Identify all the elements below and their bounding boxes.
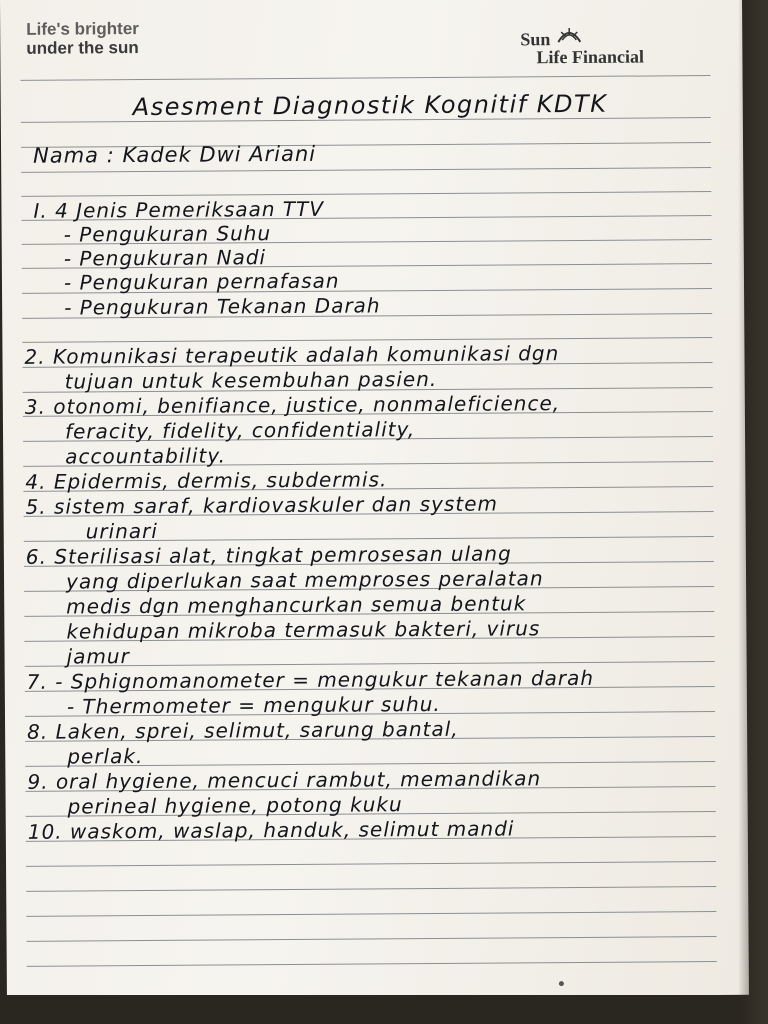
- ruled-line: [21, 191, 711, 197]
- answer-line: 5. sistem saraf, kardiovaskuler dan system: [25, 491, 499, 519]
- answer-line: yang diperlukan saat memproses peralatan: [65, 566, 544, 594]
- ruled-line: [26, 911, 716, 917]
- desk-background: [0, 995, 768, 1024]
- answer-line: - Pengukuran Suhu: [63, 221, 272, 247]
- answer-line: 3. otonomi, benifiance, justice, nonmaleficience,: [24, 391, 561, 419]
- ruled-line: [26, 861, 716, 867]
- ruled-line: [27, 936, 717, 942]
- answer-line: 9. oral hygiene, mencuci rambut, memandikan: [27, 766, 542, 794]
- answer-line: urinari: [85, 518, 158, 544]
- answer-line: - Pengukuran pernafasan: [63, 268, 340, 295]
- answer-line: kehidupan mikroba termasuk bakteri, virus: [66, 616, 541, 644]
- ruled-line: [27, 961, 717, 967]
- answer-line: 2. Komunikasi terapeutik adalah komunikasi dgn: [24, 341, 560, 369]
- answer-line: perineal hygiene, potong kuku: [67, 792, 403, 819]
- answer-line: jamur: [66, 644, 130, 669]
- brand-company: [520, 30, 644, 67]
- answer-line: 6. Sterilisasi alat, tingkat pemrosesan ulang: [25, 541, 512, 569]
- answer-line: 4. Epidermis, dermis, subdermis.: [25, 467, 388, 494]
- answer-line: tujuan untuk kesembuhan pasien.: [64, 366, 438, 394]
- answer-line: 10. waskom, waslap, handuk, selimut mandi: [27, 816, 515, 844]
- ruled-line: [21, 75, 711, 81]
- company-line2: Life Financial: [536, 46, 644, 68]
- ruled-line: [21, 167, 711, 173]
- answer-line: I. 4 Jenis Pemeriksaan TTV: [33, 196, 325, 223]
- ruled-line: [26, 886, 716, 892]
- answer-line: - Pengukuran Tekanan Darah: [64, 293, 381, 320]
- answer-line: - Pengukuran Nadi: [63, 245, 267, 271]
- tagline-top: Life's brighter: [26, 19, 139, 39]
- tagline-bottom: under the sun: [26, 38, 139, 58]
- answer-line: feracity, fidelity, confidentiality,: [64, 417, 416, 444]
- ink-dot: [559, 981, 564, 986]
- page-title: Asesment Diagnostik Kognitif KDTK: [132, 89, 608, 122]
- answer-line: 8. Laken, sprei, selimut, sarung bantal,: [27, 716, 459, 744]
- answer-line: accountability.: [65, 443, 227, 469]
- brand-tagline: [26, 19, 139, 58]
- answer-line: 7. - Sphignomanometer = mengukur tekanan darah: [26, 665, 595, 694]
- answer-line: - Thermometer = mengukur suhu.: [66, 691, 441, 719]
- answer-line: perlak.: [67, 744, 144, 769]
- page-shadow: [738, 0, 768, 1024]
- answer-line: medis dgn menghancurkan semua bentuk: [66, 591, 527, 619]
- student-name: Nama : Kadek Dwi Ariani: [33, 141, 317, 168]
- company-line1: Sun: [520, 29, 551, 50]
